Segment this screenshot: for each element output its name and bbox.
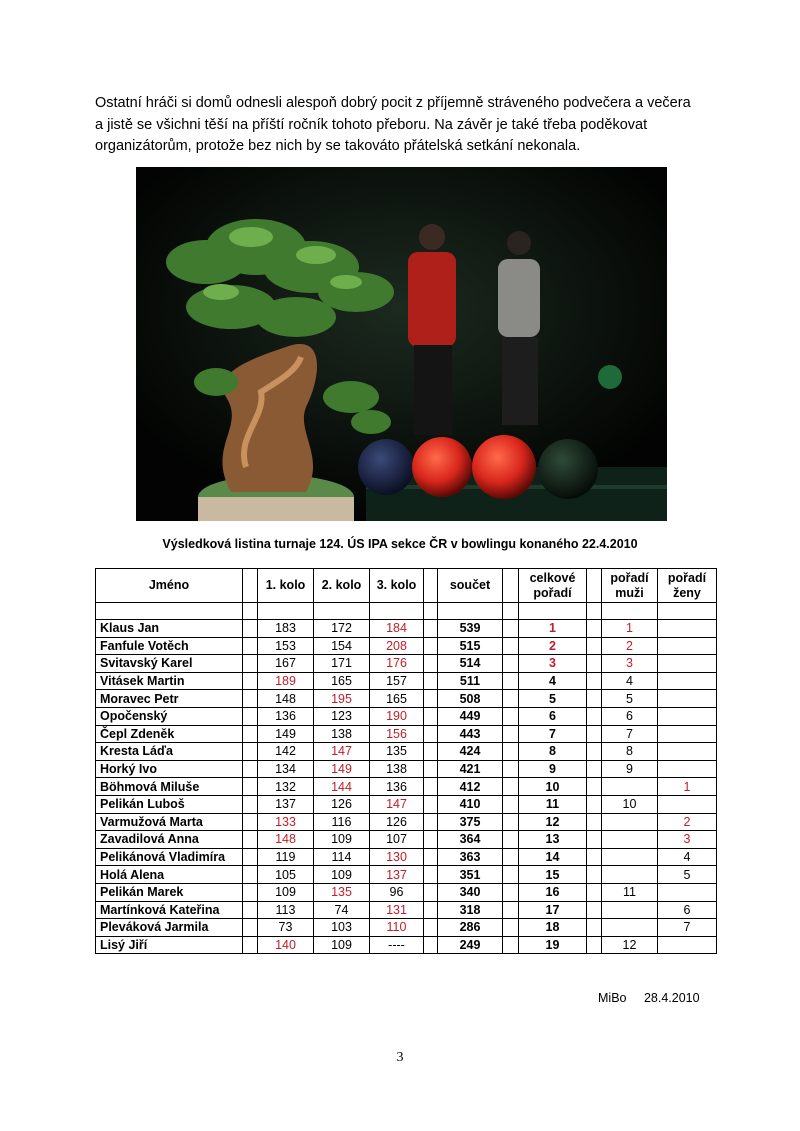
cell-overall: 14 [519, 848, 587, 866]
cell-round-3: 126 [370, 813, 424, 831]
cell-round-1: 105 [258, 866, 314, 884]
cell-round-3: 135 [370, 743, 424, 761]
cell-men: 1 [602, 620, 658, 638]
cell-women [658, 637, 717, 655]
cell-name: Pelikán Marek [96, 883, 243, 901]
cell-women: 7 [658, 919, 717, 937]
cell-men: 12 [602, 936, 658, 954]
cell-men: 7 [602, 725, 658, 743]
blank-row [96, 603, 717, 620]
header-men: pořadí muži [602, 569, 658, 603]
cell-total: 410 [438, 795, 503, 813]
table-row [96, 707, 717, 725]
header-round-3: 3. kolo [370, 569, 424, 603]
cell-round-3: 107 [370, 831, 424, 849]
results-table [95, 568, 717, 954]
cell-round-1: 142 [258, 743, 314, 761]
table-row [96, 672, 717, 690]
intro-line: a jistě se všichni těší na příští ročník tohoto přeboru. Na závěr je také třeba poděkovat [95, 116, 648, 133]
cell-total: 412 [438, 778, 503, 796]
cell-round-3: 110 [370, 919, 424, 937]
cell-round-2: 138 [314, 725, 370, 743]
cell-round-1: 134 [258, 760, 314, 778]
cell-round-1: 137 [258, 795, 314, 813]
cell-round-3: 184 [370, 620, 424, 638]
cell-round-3: 96 [370, 883, 424, 901]
cell-total: 424 [438, 743, 503, 761]
cell-overall: 9 [519, 760, 587, 778]
cell-round-3: 190 [370, 707, 424, 725]
cell-round-1: 148 [258, 831, 314, 849]
cell-women [658, 707, 717, 725]
cell-name: Vitásek Martin [96, 672, 243, 690]
cell-round-3: 208 [370, 637, 424, 655]
cell-name: Holá Alena [96, 866, 243, 884]
cell-overall: 18 [519, 919, 587, 937]
cell-total: 508 [438, 690, 503, 708]
cell-women [658, 620, 717, 638]
cell-round-2: 195 [314, 690, 370, 708]
cell-name: Pelikán Luboš [96, 795, 243, 813]
cell-overall: 2 [519, 637, 587, 655]
page-number: 3 [396, 1050, 404, 1065]
cell-name: Lisý Jiří [96, 936, 243, 954]
cell-men [602, 866, 658, 884]
cell-name: Moravec Petr [96, 690, 243, 708]
cell-round-2: 126 [314, 795, 370, 813]
cell-women [658, 936, 717, 954]
cell-men: 5 [602, 690, 658, 708]
header-round-2: 2. kolo [314, 569, 370, 603]
cell-round-2: 171 [314, 655, 370, 673]
cell-total: 515 [438, 637, 503, 655]
cell-name: Kresta Láďa [96, 743, 243, 761]
cell-women [658, 672, 717, 690]
cell-women [658, 690, 717, 708]
cell-name: Svitavský Karel [96, 655, 243, 673]
cell-round-3: 157 [370, 672, 424, 690]
cell-round-3: ---- [370, 936, 424, 954]
intro-line: Ostatní hráči si domů odnesli alespoň dobrý pocit z příjemně stráveného podvečera a večera [95, 95, 691, 111]
cell-total: 364 [438, 831, 503, 849]
cell-men: 3 [602, 655, 658, 673]
cell-men [602, 813, 658, 831]
table-row [96, 760, 717, 778]
cell-round-2: 109 [314, 866, 370, 884]
cell-round-2: 109 [314, 831, 370, 849]
cell-men: 9 [602, 760, 658, 778]
bonsai-bowling-photo [136, 167, 667, 521]
table-row [96, 901, 717, 919]
cell-total: 318 [438, 901, 503, 919]
cell-overall: 12 [519, 813, 587, 831]
cell-round-3: 138 [370, 760, 424, 778]
cell-women [658, 655, 717, 673]
cell-round-1: 167 [258, 655, 314, 673]
header-overall: celkové pořadí [519, 569, 587, 603]
cell-round-2: 74 [314, 901, 370, 919]
cell-women: 5 [658, 866, 717, 884]
cell-name: Fanfule Votěch [96, 637, 243, 655]
cell-men: 10 [602, 795, 658, 813]
signature-author: MiBo [598, 991, 627, 1005]
cell-total: 375 [438, 813, 503, 831]
cell-name: Klaus Jan [96, 620, 243, 638]
table-row [96, 690, 717, 708]
results-body [96, 603, 717, 954]
cell-round-3: 156 [370, 725, 424, 743]
cell-women [658, 883, 717, 901]
cell-total: 249 [438, 936, 503, 954]
cell-round-2: 114 [314, 848, 370, 866]
cell-women: 6 [658, 901, 717, 919]
table-row [96, 778, 717, 796]
table-row [96, 813, 717, 831]
header-total: součet [438, 569, 503, 603]
cell-women: 4 [658, 848, 717, 866]
cell-round-1: 119 [258, 848, 314, 866]
cell-round-2: 123 [314, 707, 370, 725]
cell-men [602, 919, 658, 937]
table-row [96, 831, 717, 849]
header-name: Jméno [96, 569, 243, 603]
table-row [96, 743, 717, 761]
cell-name: Martínková Kateřina [96, 901, 243, 919]
cell-women: 1 [658, 778, 717, 796]
cell-round-1: 148 [258, 690, 314, 708]
cell-round-1: 113 [258, 901, 314, 919]
cell-men [602, 778, 658, 796]
intro-paragraph [95, 93, 715, 158]
cell-round-3: 176 [370, 655, 424, 673]
cell-overall: 7 [519, 725, 587, 743]
results-caption: Výsledková listina turnaje 124. ÚS IPA sekce ČR v bowlingu konaného 22.4.2010 [162, 537, 638, 551]
cell-total: 340 [438, 883, 503, 901]
table-row [96, 866, 717, 884]
cell-round-1: 109 [258, 883, 314, 901]
cell-overall: 17 [519, 901, 587, 919]
cell-overall: 4 [519, 672, 587, 690]
cell-men: 6 [602, 707, 658, 725]
cell-women: 2 [658, 813, 717, 831]
cell-men [602, 901, 658, 919]
cell-name: Zavadilová Anna [96, 831, 243, 849]
cell-name: Pleváková Jarmila [96, 919, 243, 937]
cell-total: 514 [438, 655, 503, 673]
cell-round-1: 133 [258, 813, 314, 831]
cell-round-3: 130 [370, 848, 424, 866]
cell-round-2: 149 [314, 760, 370, 778]
cell-round-2: 103 [314, 919, 370, 937]
intro-line: organizátorům, protože bez nich by se takováto přátelská setkání nekonala. [95, 138, 581, 154]
cell-overall: 16 [519, 883, 587, 901]
cell-women [658, 725, 717, 743]
cell-overall: 11 [519, 795, 587, 813]
table-row [96, 848, 717, 866]
cell-round-1: 140 [258, 936, 314, 954]
cell-round-2: 154 [314, 637, 370, 655]
cell-round-3: 137 [370, 866, 424, 884]
cell-overall: 5 [519, 690, 587, 708]
cell-round-3: 147 [370, 795, 424, 813]
table-row [96, 620, 717, 638]
cell-round-2: 135 [314, 883, 370, 901]
table-row [96, 919, 717, 937]
cell-overall: 13 [519, 831, 587, 849]
cell-name: Horký Ivo [96, 760, 243, 778]
cell-total: 511 [438, 672, 503, 690]
table-row [96, 725, 717, 743]
signature-date: 28.4.2010 [643, 991, 700, 1005]
cell-men: 2 [602, 637, 658, 655]
cell-round-2: 144 [314, 778, 370, 796]
cell-overall: 15 [519, 866, 587, 884]
cell-overall: 1 [519, 620, 587, 638]
header-women: pořadí ženy [658, 569, 717, 603]
table-row [96, 795, 717, 813]
cell-total: 351 [438, 866, 503, 884]
cell-name: Pelikánová Vladimíra [96, 848, 243, 866]
cell-round-1: 132 [258, 778, 314, 796]
cell-women [658, 743, 717, 761]
cell-round-3: 131 [370, 901, 424, 919]
cell-round-3: 136 [370, 778, 424, 796]
bonsai-photo-graphic [136, 167, 667, 521]
cell-round-1: 136 [258, 707, 314, 725]
cell-round-1: 183 [258, 620, 314, 638]
table-row [96, 936, 717, 954]
cell-name: Čepl Zdeněk [96, 725, 243, 743]
cell-total: 449 [438, 707, 503, 725]
cell-round-2: 172 [314, 620, 370, 638]
cell-total: 421 [438, 760, 503, 778]
cell-women: 3 [658, 831, 717, 849]
cell-overall: 6 [519, 707, 587, 725]
cell-total: 286 [438, 919, 503, 937]
cell-overall: 10 [519, 778, 587, 796]
cell-total: 363 [438, 848, 503, 866]
signature [598, 991, 714, 1005]
cell-round-1: 153 [258, 637, 314, 655]
cell-name: Böhmová Miluše [96, 778, 243, 796]
cell-men [602, 831, 658, 849]
cell-round-1: 149 [258, 725, 314, 743]
cell-women [658, 795, 717, 813]
cell-total: 443 [438, 725, 503, 743]
cell-round-2: 147 [314, 743, 370, 761]
cell-total: 539 [438, 620, 503, 638]
cell-name: Opočenský [96, 707, 243, 725]
cell-round-2: 109 [314, 936, 370, 954]
cell-round-1: 73 [258, 919, 314, 937]
cell-men [602, 848, 658, 866]
cell-women [658, 760, 717, 778]
cell-round-3: 165 [370, 690, 424, 708]
cell-men: 4 [602, 672, 658, 690]
header-round-1: 1. kolo [258, 569, 314, 603]
cell-overall: 19 [519, 936, 587, 954]
cell-overall: 8 [519, 743, 587, 761]
table-row [96, 655, 717, 673]
cell-men: 11 [602, 883, 658, 901]
table-row [96, 637, 717, 655]
cell-round-1: 189 [258, 672, 314, 690]
cell-men: 8 [602, 743, 658, 761]
table-header-row [96, 569, 717, 603]
cell-round-2: 116 [314, 813, 370, 831]
cell-round-2: 165 [314, 672, 370, 690]
table-row [96, 883, 717, 901]
cell-name: Varmužová Marta [96, 813, 243, 831]
cell-overall: 3 [519, 655, 587, 673]
